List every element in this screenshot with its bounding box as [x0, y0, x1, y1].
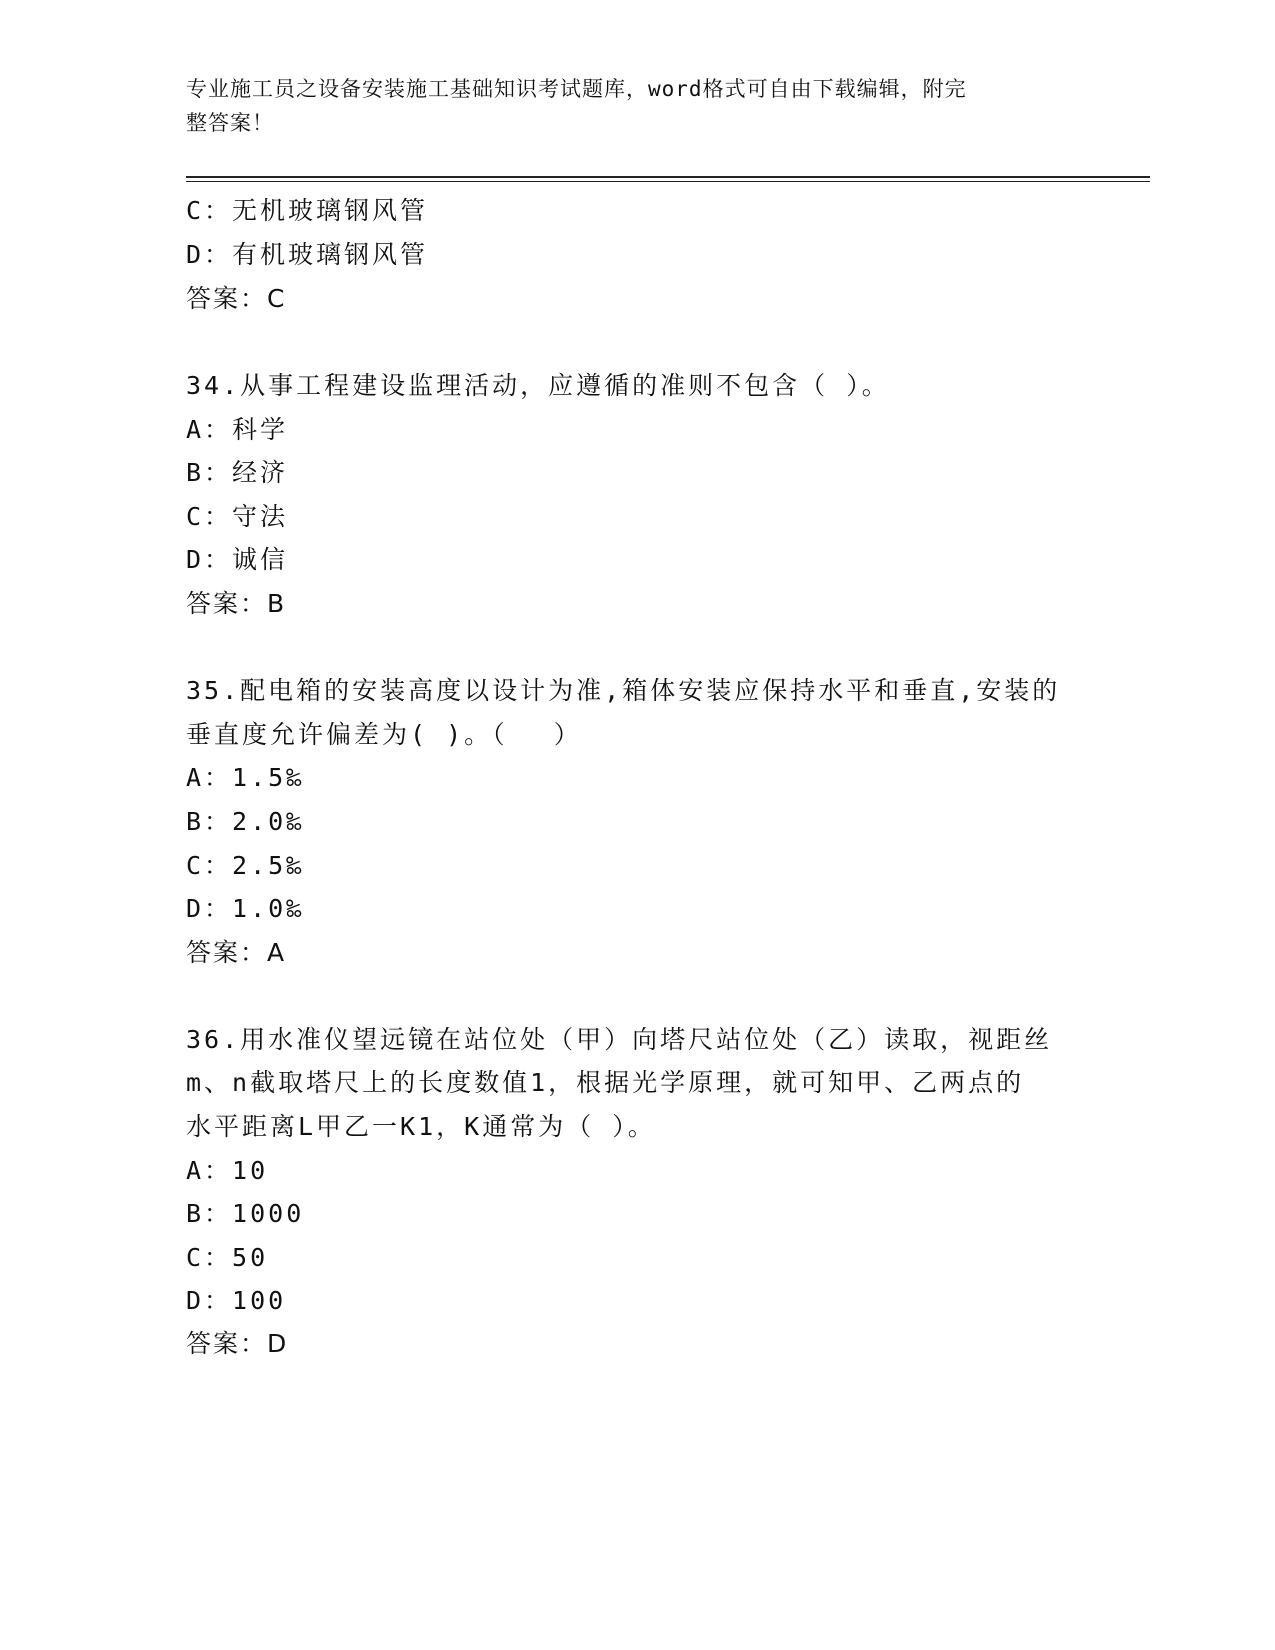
q34-stem: 34.从事工程建设监理活动，应遵循的准则不包含（ ）。	[186, 371, 890, 400]
q35-stem-line-2: 垂直度允许偏差为( )。（ ）	[186, 720, 582, 749]
q36-stem-line-3: 水平距离L甲乙一K1，K通常为（ ）。	[186, 1112, 656, 1141]
header-divider-thick	[186, 176, 1150, 178]
document-header	[186, 72, 1066, 140]
q36-stem-line-2: m、n截取塔尺上的长度数值1，根据光学原理，就可知甲、乙两点的	[186, 1068, 1025, 1097]
q36-option-d: D：100	[186, 1286, 287, 1315]
q34-option-b: B：经济	[186, 458, 289, 487]
prev-option-d: D：有机玻璃钢风管	[186, 240, 429, 269]
prev-answer: 答案：C	[186, 284, 287, 313]
q34-option-d: D：诚信	[186, 545, 289, 574]
q36-option-a: A：10	[186, 1156, 269, 1185]
q35-stem-line-1: 35.配电箱的安装高度以设计为准,箱体安装应保持水平和垂直,安装的	[186, 676, 1061, 705]
q35-option-a: A：1.5‰	[186, 763, 305, 792]
q36-option-c: C：50	[186, 1243, 269, 1272]
prev-option-c: C：无机玻璃钢风管	[186, 196, 429, 225]
header-line-2: 整答案！	[186, 111, 274, 135]
q35-answer: 答案：A	[186, 938, 287, 967]
q34-option-c: C：守法	[186, 502, 289, 531]
header-divider-thin	[186, 181, 1150, 182]
q35-option-d: D：1.0‰	[186, 894, 305, 923]
q35-option-c: C：2.5‰	[186, 851, 305, 880]
header-line-1: 专业施工员之设备安装施工基础知识考试题库，word格式可自由下载编辑，附完	[186, 77, 967, 101]
q34-answer: 答案：B	[186, 589, 287, 618]
q35-option-b: B：2.0‰	[186, 807, 305, 836]
q36-option-b: B：1000	[186, 1199, 305, 1228]
q34-option-a: A：科学	[186, 415, 289, 444]
q36-answer: 答案：D	[186, 1329, 289, 1358]
q36-stem-line-1: 36.用水准仪望远镜在站位处（甲）向塔尺站位处（乙）读取，视距丝	[186, 1025, 1053, 1054]
